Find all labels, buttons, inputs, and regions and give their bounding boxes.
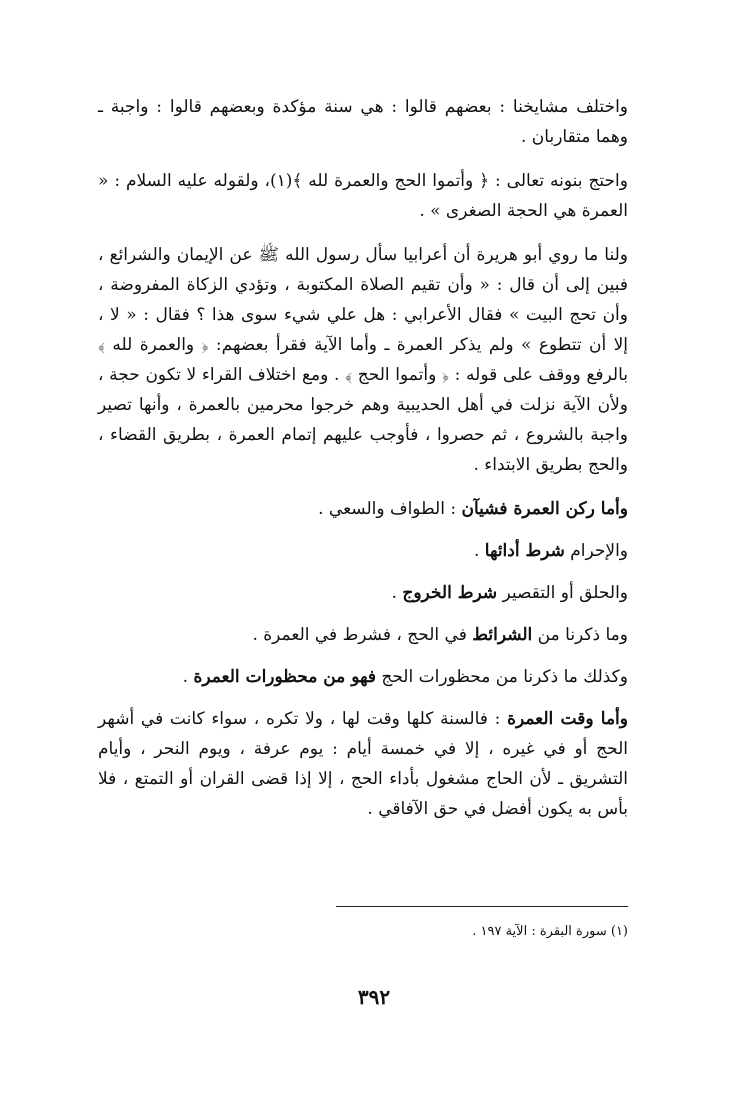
paragraph-argument: واحتج بنونه تعالى : ﴿ وأتموا الحج والعمرة لله ﴾(١)، ولقوله عليه السلام : « العمرة هي الحجة الصغرى » .: [98, 171, 628, 221]
pillars-heading: وأما ركن العمرة فشيآن: [461, 499, 628, 519]
paragraph-shaving: [98, 578, 628, 608]
prohibitions-bold: فهو من محظورات العمرة: [193, 667, 376, 687]
paragraph-prohibitions: [98, 662, 628, 692]
ihram-text: والإحرام: [564, 541, 628, 561]
conditions-tail: في الحج ، فشرط في العمرة .: [252, 625, 473, 645]
footnote-divider: [336, 906, 628, 907]
paragraph-pillars: [98, 494, 628, 524]
main-text: [98, 92, 628, 838]
paragraph-ihram: [98, 536, 628, 566]
prohibitions-text: وكذلك ما ذكرنا من محظورات الحج: [375, 667, 628, 687]
ihram-bold: شرط أدائها: [484, 541, 565, 561]
shaving-text: والحلق أو التقصير: [497, 583, 628, 603]
footnote: (١) سورة البقرة : الآية ١٩٧ .: [472, 924, 628, 939]
time-heading: وأما وقت العمرة: [507, 709, 628, 729]
paragraph-disagreement: واختلف مشايخنا : بعضهم قالوا : هي سنة مؤكدة وبعضهم قالوا : واجبة ـ وهما متقاربان .: [98, 97, 628, 147]
conditions-bold: الشرائط: [472, 625, 533, 645]
ihram-tail: .: [473, 541, 485, 561]
paragraph-time: [98, 704, 628, 824]
shaving-bold: شرط الخروج: [402, 583, 498, 603]
conditions-text: وما ذكرنا من: [532, 625, 628, 645]
paragraph-conditions: [98, 620, 628, 650]
pillars-text: : الطواف والسعي .: [318, 499, 462, 519]
paragraph-hadith: ولنا ما روي أبو هريرة أن أعرابيا سأل رسول الله ﷺ عن الإيمان والشرائع ، فبين إلى أن قال : « وأن تقيم الصلاة المكتوبة ، وتؤدي الزكاة المفروضة ، وأن تحج البيت » فقال الأعرابي : هل علي شيء سوى هذا ؟ فقال : « لا ، إلا أن تتطوع » ولم يذكر العمرة ـ وأما الآية فقرأ بعضهم: ﴿ والعمرة لله ﴾ بالرفع ووقف على قوله : ﴿ وأتموا الحج ﴾ . ومع اختلاف القراء لا تكون حجة ، ولأن الآية نزلت في أهل الحديبية وهم خرجوا محرمين بالعمرة ، وأنها تصير واجبة بالشروع ، ثم حصروا ، فأوجب عليهم إتمام العمرة ، بطريق القضاء ، والحج بطريق الابتداء .: [98, 245, 628, 475]
prohibitions-tail: .: [182, 667, 194, 687]
shaving-tail: .: [391, 583, 403, 603]
time-text: : فالسنة كلها وقت لها ، ولا تكره ، سواء كانت في أشهر الحج أو في غيره ، إلا في خمسة أيام : يوم عرفة ، ويوم النحر ، وأيام التشريق ـ لأن الحاج مشغول بأداء الحج ، إلا إذا قضى القران أو التمتع ، فلا بأس به يكون أفضل في حق الآفاقي .: [98, 709, 628, 819]
page-number: ٣٩٢: [357, 985, 391, 1009]
